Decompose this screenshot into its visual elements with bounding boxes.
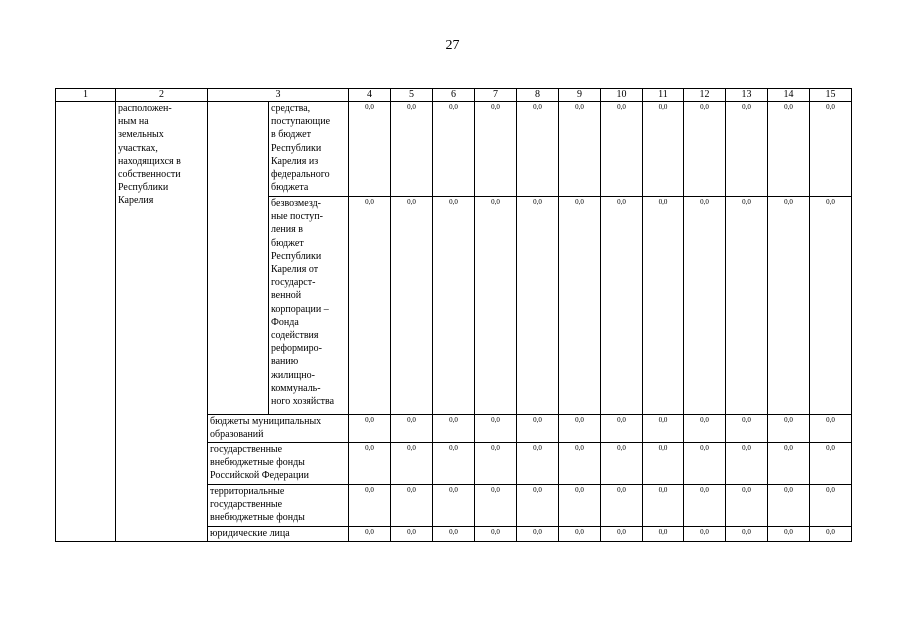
column-header-8: 8 xyxy=(517,89,559,102)
row-label: средства, поступающие в бюджет Республики Карелия из федерального бюджета xyxy=(269,102,349,197)
value-cell: 0,0 xyxy=(684,443,726,485)
value-cell: 0,0 xyxy=(726,415,768,443)
value-cell: 0,0 xyxy=(643,415,684,443)
column-header-7: 7 xyxy=(475,89,517,102)
table-row xyxy=(56,102,852,197)
value-cell: 0,0 xyxy=(559,443,601,485)
value-cell: 0,0 xyxy=(601,415,643,443)
value-cell: 0,0 xyxy=(559,485,601,527)
value-cell: 0,0 xyxy=(684,102,726,197)
column-header-11: 11 xyxy=(643,89,684,102)
value-cell: 0,0 xyxy=(475,415,517,443)
value-cell: 0,0 xyxy=(349,443,391,485)
value-cell: 0,0 xyxy=(810,527,852,542)
value-cell: 0,0 xyxy=(475,197,517,415)
value-cell: 0,0 xyxy=(433,197,475,415)
value-cell: 0,0 xyxy=(684,485,726,527)
value-cell: 0,0 xyxy=(433,443,475,485)
value-cell: 0,0 xyxy=(684,415,726,443)
value-cell: 0,0 xyxy=(349,415,391,443)
value-cell: 0,0 xyxy=(475,485,517,527)
value-cell: 0,0 xyxy=(810,197,852,415)
column-header-10: 10 xyxy=(601,89,643,102)
value-cell: 0,0 xyxy=(810,485,852,527)
column-header-4: 4 xyxy=(349,89,391,102)
value-cell: 0,0 xyxy=(517,415,559,443)
value-cell: 0,0 xyxy=(559,197,601,415)
value-cell: 0,0 xyxy=(768,443,810,485)
value-cell: 0,0 xyxy=(559,527,601,542)
value-cell: 0,0 xyxy=(726,485,768,527)
row-label: безвозмезд- ные поступ- ления в бюджет Республики Карелия от государст- венной корпорации – Фонда содействия реформиро- ванию жилищно- коммуналь- ного хозяйства xyxy=(269,197,349,415)
value-cell: 0,0 xyxy=(517,485,559,527)
column-header-13: 13 xyxy=(726,89,768,102)
value-cell: 0,0 xyxy=(559,415,601,443)
column-header-9: 9 xyxy=(559,89,601,102)
row-label: государственные внебюджетные фонды Российской Федерации xyxy=(208,443,349,485)
value-cell: 0,0 xyxy=(475,102,517,197)
value-cell: 0,0 xyxy=(684,197,726,415)
value-cell: 0,0 xyxy=(643,102,684,197)
column-header-5: 5 xyxy=(391,89,433,102)
value-cell: 0,0 xyxy=(768,485,810,527)
value-cell: 0,0 xyxy=(433,415,475,443)
value-cell: 0,0 xyxy=(726,197,768,415)
value-cell: 0,0 xyxy=(601,197,643,415)
value-cell: 0,0 xyxy=(391,197,433,415)
value-cell: 0,0 xyxy=(391,415,433,443)
value-cell: 0,0 xyxy=(726,443,768,485)
value-cell: 0,0 xyxy=(810,102,852,197)
value-cell: 0,0 xyxy=(391,443,433,485)
column-header-3: 3 xyxy=(208,89,349,102)
value-cell: 0,0 xyxy=(810,415,852,443)
value-cell: 0,0 xyxy=(684,527,726,542)
empty-number-cell xyxy=(56,102,116,542)
value-cell: 0,0 xyxy=(768,415,810,443)
value-cell: 0,0 xyxy=(349,485,391,527)
value-cell: 0,0 xyxy=(768,197,810,415)
value-cell: 0,0 xyxy=(768,527,810,542)
column-header-14: 14 xyxy=(768,89,810,102)
table-header-row xyxy=(56,89,852,102)
value-cell: 0,0 xyxy=(726,102,768,197)
value-cell: 0,0 xyxy=(475,527,517,542)
value-cell: 0,0 xyxy=(349,102,391,197)
column-header-12: 12 xyxy=(684,89,726,102)
value-cell: 0,0 xyxy=(517,102,559,197)
value-cell: 0,0 xyxy=(433,485,475,527)
source-group-cell xyxy=(208,102,269,415)
value-cell: 0,0 xyxy=(559,102,601,197)
value-cell: 0,0 xyxy=(810,443,852,485)
row-label: бюджеты муниципальных образований xyxy=(208,415,349,443)
value-cell: 0,0 xyxy=(726,527,768,542)
value-cell: 0,0 xyxy=(349,197,391,415)
value-cell: 0,0 xyxy=(517,443,559,485)
column-header-1: 1 xyxy=(56,89,116,102)
column-header-15: 15 xyxy=(810,89,852,102)
value-cell: 0,0 xyxy=(517,527,559,542)
value-cell: 0,0 xyxy=(643,197,684,415)
value-cell: 0,0 xyxy=(601,527,643,542)
value-cell: 0,0 xyxy=(643,485,684,527)
value-cell: 0,0 xyxy=(643,527,684,542)
value-cell: 0,0 xyxy=(601,443,643,485)
value-cell: 0,0 xyxy=(517,197,559,415)
value-cell: 0,0 xyxy=(768,102,810,197)
column-header-6: 6 xyxy=(433,89,475,102)
value-cell: 0,0 xyxy=(391,485,433,527)
value-cell: 0,0 xyxy=(391,102,433,197)
value-cell: 0,0 xyxy=(433,102,475,197)
page-number: 27 xyxy=(445,38,460,53)
object-description-cell: расположен- ным на земельных участках, находящихся в собственности Республики Карелия xyxy=(116,102,208,542)
value-cell: 0,0 xyxy=(643,443,684,485)
value-cell: 0,0 xyxy=(475,443,517,485)
column-header-2: 2 xyxy=(116,89,208,102)
row-label: юридические лица xyxy=(208,527,349,542)
budget-table xyxy=(55,88,852,542)
value-cell: 0,0 xyxy=(433,527,475,542)
value-cell: 0,0 xyxy=(601,102,643,197)
value-cell: 0,0 xyxy=(601,485,643,527)
value-cell: 0,0 xyxy=(349,527,391,542)
row-label: территориальные государственные внебюджетные фонды xyxy=(208,485,349,527)
value-cell: 0,0 xyxy=(391,527,433,542)
